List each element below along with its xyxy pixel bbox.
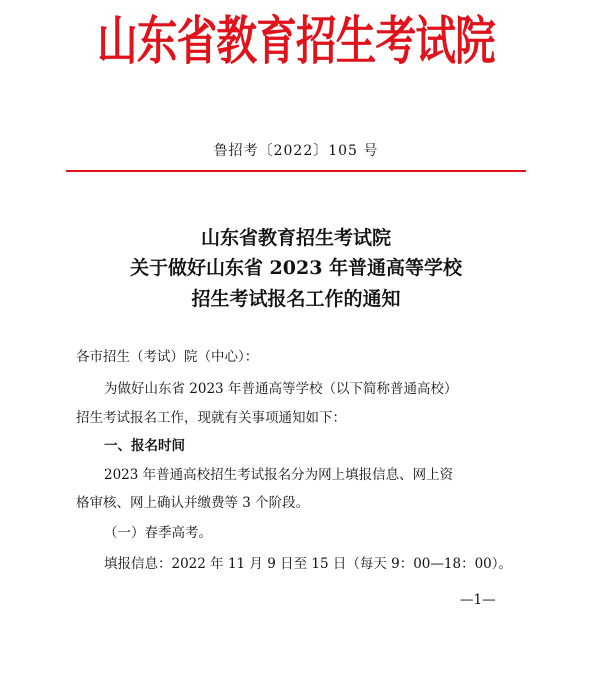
- paragraph-1-line-2: 招生考试报名工作，现就有关事项通知如下：: [76, 410, 346, 426]
- page-number: —1—: [460, 592, 496, 608]
- subheading-spring-exam: （一）春季高考。: [104, 525, 212, 541]
- notice-title-line-2: 关于做好山东省 2023 年普通高等学校: [129, 257, 463, 279]
- document-number: 鲁招考〔2022〕105 号: [213, 143, 379, 159]
- paragraph-1-line-1: 为做好山东省 2023 年普通高等学校（以下简称普通高校）: [104, 381, 458, 397]
- notice-title-line-1: 山东省教育招生考试院: [200, 227, 391, 249]
- paragraph-2-line-1: 2023 年普通高校招生考试报名分为网上填报信息、网上资: [104, 467, 454, 483]
- salutation: 各市招生（考试）院（中心）：: [76, 349, 259, 365]
- paragraph-2-line-2: 格审核、网上确认并缴费等 3 个阶段。: [76, 495, 310, 511]
- paragraph-3-fill-info: 填报信息：2022 年 11 月 9 日至 15 日（每天 9：00—18：00）。: [104, 556, 513, 572]
- section-heading-registration-time: 一、报名时间: [104, 438, 185, 454]
- notice-title-line-3: 招生考试报名工作的通知: [191, 288, 401, 310]
- masthead-title: 山东省教育招生考试院: [97, 12, 495, 72]
- red-divider-rule: [66, 170, 526, 172]
